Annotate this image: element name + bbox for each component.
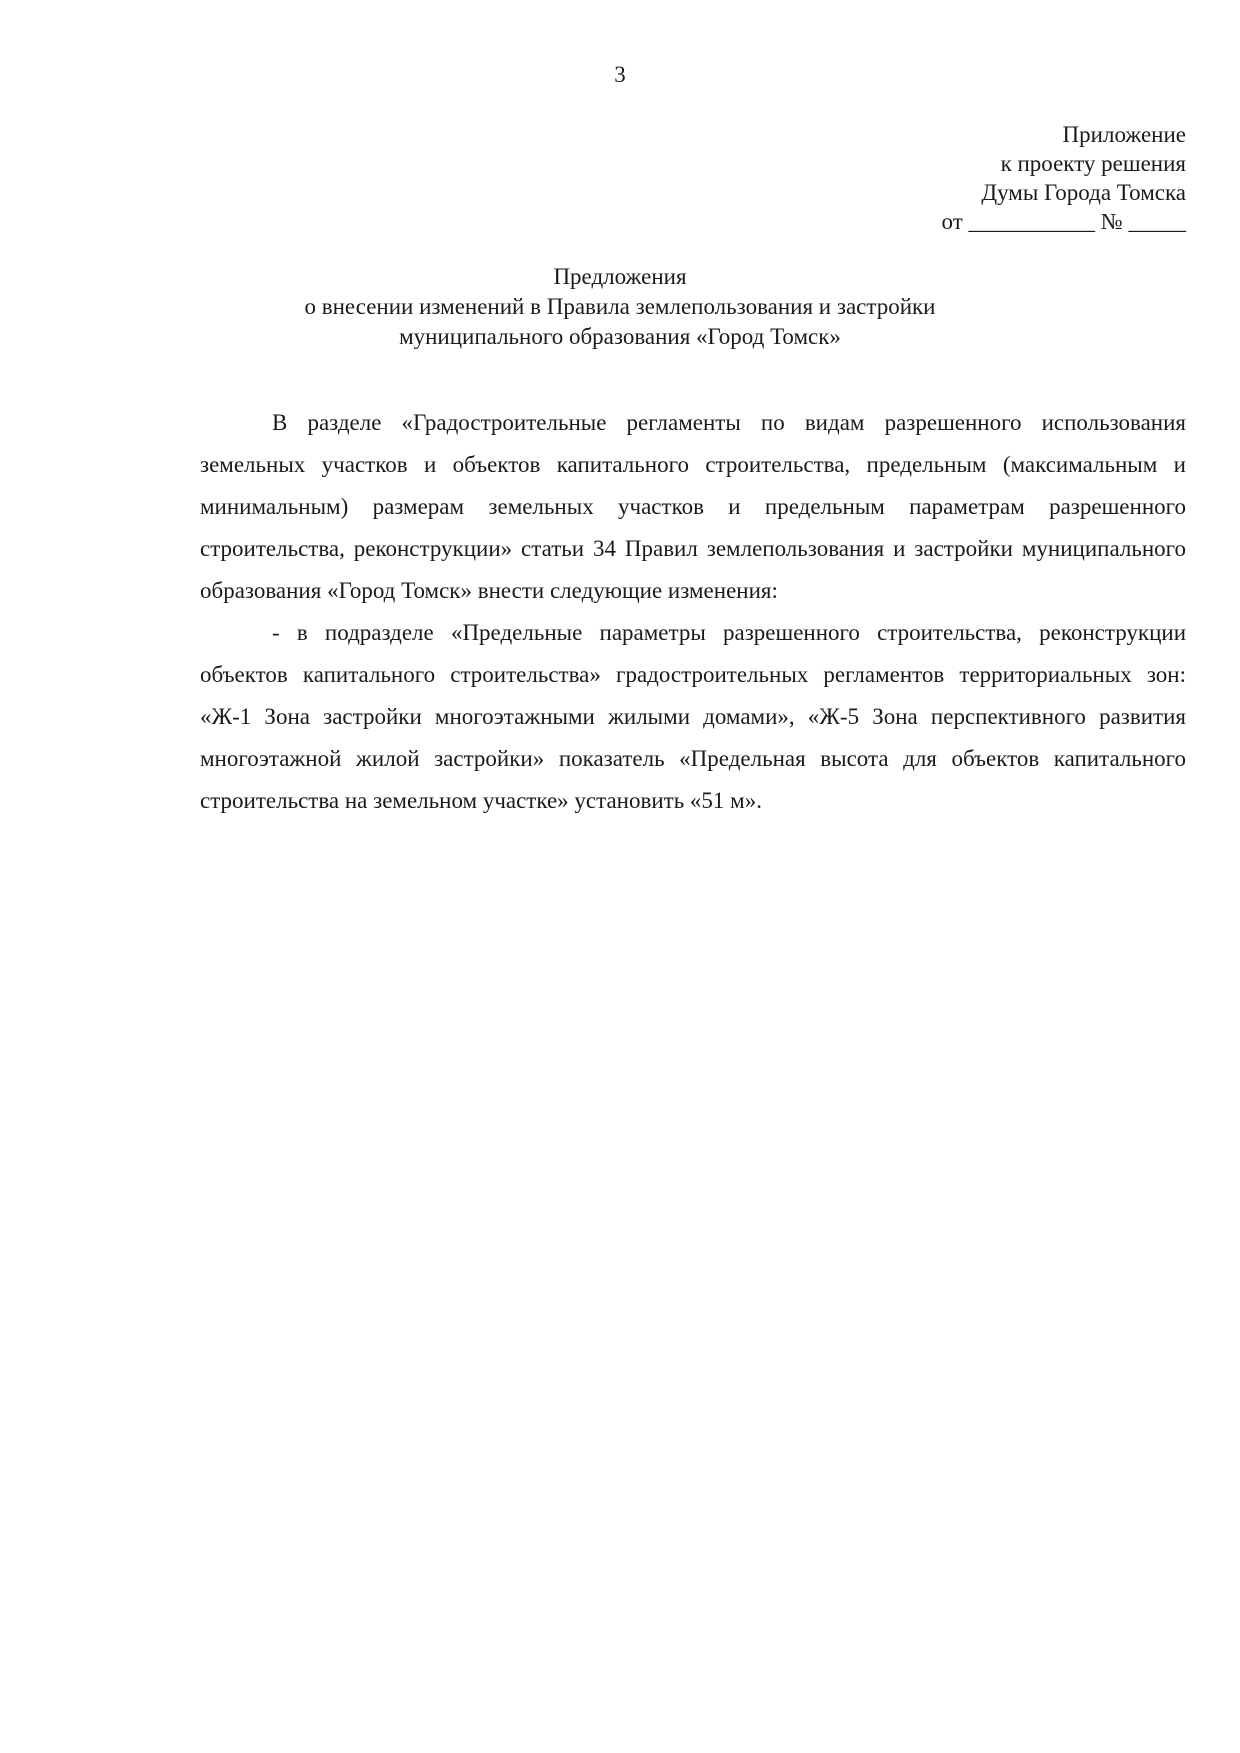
title-line-2: о внесении изменений в Правила землепользования и застройки	[304, 294, 936, 319]
title-line-3: муниципального образования «Город Томск»	[399, 324, 841, 349]
body-paragraph-2: - в подразделе «Предельные параметры разрешенного строительства, реконструкции объектов капитального строительства» градостроительных регламентов территориальных зон: «Ж-1 Зона застройки многоэтажными жилыми домами», «Ж-5 Зона перспективного развития многоэтажной жилой застройки» показатель «Предельная высота для объектов капитального строительства на земельном участке» установить «51 м».	[200, 620, 1186, 813]
appendix-date-number: от ___________ № _____	[941, 209, 1186, 234]
page-number: 3	[614, 62, 626, 87]
document-body	[200, 402, 1186, 822]
appendix-title: Приложение	[1062, 122, 1186, 147]
appendix-header	[586, 120, 1186, 236]
body-paragraph-1: В разделе «Градостроительные регламенты по видам разрешенного использования земельных участков и объектов капитального строительства, предельным (максимальным и минимальным) размерам земельных участков и предельным параметрам разрешенного строительства, реконструкции» статьи 34 Правил землепользования и застройки муниципального образования «Город Томск» внести следующие изменения:	[200, 410, 1186, 603]
appendix-duma-ref: Думы Города Томска	[981, 180, 1186, 205]
appendix-project-ref: к проекту решения	[1000, 151, 1186, 176]
document-title	[0, 262, 1240, 352]
title-line-1: Предложения	[553, 264, 687, 289]
